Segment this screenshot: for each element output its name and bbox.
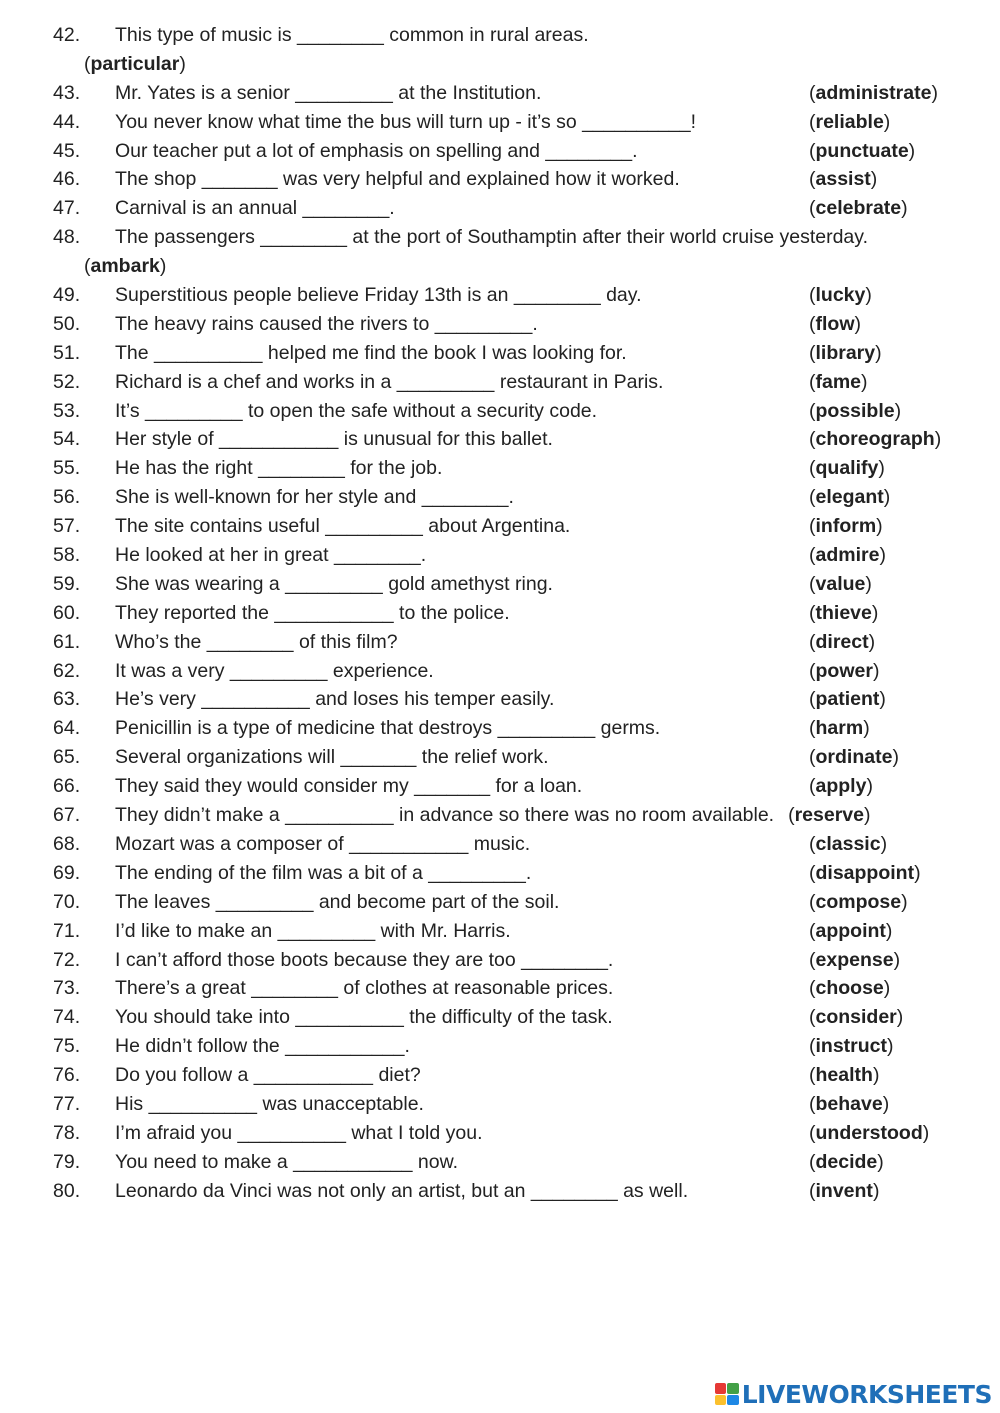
item-sentence — [115, 165, 680, 194]
item-number: 53. — [53, 399, 81, 422]
root-word: (harm) — [809, 717, 870, 740]
exercise-item — [0, 1177, 1000, 1206]
item-sentence — [115, 541, 426, 570]
item-number: 69. — [53, 861, 81, 884]
item-number: 48. — [53, 226, 81, 249]
exercise-item — [0, 281, 1000, 310]
item-sentence — [115, 685, 554, 714]
exercise-item — [0, 397, 1000, 426]
item-sentence — [115, 917, 511, 946]
item-sentence — [115, 397, 597, 426]
sentence-text: She was wearing a _________ gold amethyst ring. — [115, 572, 553, 595]
sentence-text: Superstitious people believe Friday 13th is an ________ day. — [115, 284, 642, 307]
sentence-text: It’s _________ to open the safe without a security code. — [115, 399, 598, 422]
item-number: 73. — [53, 977, 81, 1000]
sentence-text: Penicillin is a type of medicine that destroys _________ germs. — [115, 717, 661, 740]
root-word-text: ambark — [90, 255, 160, 278]
exercise-item — [0, 685, 1000, 714]
item-number: 44. — [53, 110, 81, 133]
exercise-item — [0, 108, 1000, 137]
item-sentence — [115, 223, 868, 252]
root-word-text: reserve — [794, 804, 864, 827]
item-number: 54. — [53, 428, 81, 451]
sentence-text: Her style of ___________ is unusual for this ballet. — [115, 428, 553, 451]
sentence-text: Mozart was a composer of ___________ music. — [115, 832, 531, 855]
root-word: (qualify) — [809, 457, 885, 480]
item-sentence — [115, 512, 570, 541]
root-word: (possible) — [809, 399, 902, 422]
root-word-text: patient — [815, 688, 880, 711]
root-word-text: fame — [815, 370, 862, 393]
root-word: (celebrate) — [809, 197, 908, 220]
item-number: 58. — [53, 544, 81, 567]
sentence-text: The __________ helped me find the book I was looking for. — [115, 341, 627, 364]
item-number: 76. — [53, 1064, 81, 1087]
root-word: (choreograph) — [809, 428, 942, 451]
root-word: (administrate) — [809, 81, 938, 104]
item-sentence — [115, 714, 660, 743]
item-sentence — [115, 830, 530, 859]
item-number: 74. — [53, 1006, 81, 1029]
exercise-item — [0, 194, 1000, 223]
exercise-item — [0, 483, 1000, 512]
exercise-item — [0, 888, 1000, 917]
root-word-text: qualify — [815, 457, 879, 480]
exercise-item — [0, 917, 1000, 946]
item-sentence — [115, 772, 582, 801]
item-sentence — [115, 743, 549, 772]
sentence-text: The ending of the film was a bit of a _________. — [115, 861, 532, 884]
root-word-line — [0, 252, 1000, 281]
root-word-text: administrate — [815, 81, 932, 104]
root-word: (library) — [809, 341, 882, 364]
item-number: 62. — [53, 659, 81, 682]
root-word-text: decide — [815, 1150, 878, 1173]
sentence-text: This type of music is ________ common in rural areas. — [115, 24, 589, 46]
item-number: 57. — [53, 515, 81, 538]
sentence-text: The heavy rains caused the rivers to _________. — [115, 312, 538, 335]
item-number: 67. — [53, 804, 81, 827]
root-word-text: elegant — [815, 486, 884, 509]
root-word-text: disappoint — [815, 861, 915, 884]
item-number: 45. — [53, 139, 81, 162]
root-word-line — [0, 50, 1000, 79]
sentence-text: You need to make a ___________ now. — [115, 1150, 458, 1173]
item-number: 68. — [53, 832, 81, 855]
item-sentence — [115, 281, 642, 310]
exercise-item — [0, 657, 1000, 686]
root-word-text: lucky — [815, 284, 866, 307]
exercise-item — [0, 165, 1000, 194]
root-word-text: library — [815, 341, 876, 364]
root-word: (appoint) — [809, 919, 893, 942]
logo-text: LIVEWORKSHEETS — [741, 1379, 992, 1409]
item-number: 56. — [53, 486, 81, 509]
item-sentence — [115, 974, 613, 1003]
sentence-text: Mr. Yates is a senior _________ at the Institution. — [115, 81, 542, 104]
root-word: (patient) — [809, 688, 886, 711]
root-word-text: choose — [815, 977, 884, 1000]
root-word-text: consider — [815, 1006, 897, 1029]
root-word-text: particular — [90, 52, 180, 75]
item-number: 47. — [53, 197, 81, 220]
exercise-item — [0, 599, 1000, 628]
sentence-text: His __________ was unacceptable. — [115, 1092, 424, 1115]
item-number: 66. — [53, 775, 81, 798]
item-number: 75. — [53, 1035, 81, 1058]
exercise-item — [0, 974, 1000, 1003]
root-word-text: possible — [815, 399, 895, 422]
item-number: 64. — [53, 717, 81, 740]
exercise-item — [0, 541, 1000, 570]
sentence-text: I’d like to make an _________ with Mr. Harris. — [115, 919, 511, 942]
item-number: 79. — [53, 1150, 81, 1173]
item-number: 59. — [53, 572, 81, 595]
root-word: (punctuate) — [809, 139, 916, 162]
root-word-text: harm — [815, 717, 864, 740]
item-number: 55. — [53, 457, 81, 480]
exercise-item — [0, 801, 1000, 830]
root-word-text: value — [815, 572, 866, 595]
item-number: 61. — [53, 630, 81, 653]
exercise-item — [0, 1061, 1000, 1090]
item-number: 50. — [53, 312, 81, 335]
root-word-text: health — [815, 1064, 873, 1087]
item-sentence — [115, 1032, 410, 1061]
item-sentence — [115, 425, 553, 454]
root-word: (assist) — [809, 168, 878, 191]
root-word-text: classic — [815, 832, 881, 855]
item-number: 65. — [53, 746, 81, 769]
sentence-text: Carnival is an annual ________. — [115, 197, 395, 220]
sentence-text: He looked at her in great ________. — [115, 544, 427, 567]
root-word-text: direct — [815, 630, 869, 653]
exercise-item — [0, 1148, 1000, 1177]
root-word: (inform) — [809, 515, 883, 538]
exercise-item — [0, 137, 1000, 166]
sentence-text: Who’s the ________ of this film? — [115, 630, 398, 653]
exercise-item — [0, 1090, 1000, 1119]
item-sentence — [115, 628, 398, 657]
exercise-item — [0, 79, 1000, 108]
root-word: (choose) — [809, 977, 891, 1000]
root-word: (admire) — [809, 544, 886, 567]
item-sentence — [115, 801, 871, 830]
item-sentence — [115, 483, 514, 512]
item-sentence — [115, 657, 434, 686]
item-number: 70. — [53, 890, 81, 913]
item-sentence — [115, 599, 510, 628]
root-word: (expense) — [809, 948, 901, 971]
item-sentence — [115, 1119, 483, 1148]
sentence-text: You never know what time the bus will turn up - it’s so __________! — [115, 110, 697, 133]
root-word-text: expense — [815, 948, 894, 971]
root-word-text: choreograph — [815, 428, 935, 451]
sentence-text: The leaves _________ and become part of the soil. — [115, 890, 560, 913]
root-word: (behave) — [809, 1092, 890, 1115]
sentence-text: Do you follow a ___________ diet? — [115, 1064, 421, 1087]
liveworksheets-logo-icon — [715, 1383, 739, 1405]
root-word-text: inform — [815, 515, 877, 538]
item-sentence — [115, 946, 613, 975]
sentence-text: They didn’t make a __________ in advance so there was no room available. — [115, 804, 775, 827]
exercise-item — [0, 339, 1000, 368]
root-word: (classic) — [809, 832, 888, 855]
exercise-item — [0, 21, 1000, 50]
item-sentence — [115, 1061, 421, 1090]
exercise-item — [0, 1032, 1000, 1061]
root-word: (understood) — [809, 1121, 930, 1144]
exercise-item — [0, 1003, 1000, 1032]
exercise-item — [0, 310, 1000, 339]
exercise-item — [0, 223, 1000, 252]
root-word-text: admire — [815, 544, 880, 567]
root-word: (value) — [809, 572, 872, 595]
item-sentence — [115, 1177, 688, 1206]
root-word: (health) — [809, 1064, 880, 1087]
exercise-item — [0, 570, 1000, 599]
worksheet — [0, 21, 1000, 1206]
item-number: 52. — [53, 370, 81, 393]
root-word-text: punctuate — [815, 139, 909, 162]
sentence-text: Richard is a chef and works in a _________ restaurant in Paris. — [115, 370, 664, 393]
sentence-text: He’s very __________ and loses his temper easily. — [115, 688, 555, 711]
item-number: 42. — [53, 24, 81, 46]
root-word-text: flow — [815, 312, 855, 335]
sentence-text: He has the right ________ for the job. — [115, 457, 443, 480]
sentence-text: It was a very _________ experience. — [115, 659, 434, 682]
root-word: (apply) — [809, 775, 873, 798]
exercise-item — [0, 859, 1000, 888]
exercise-item — [0, 743, 1000, 772]
root-word: (thieve) — [809, 601, 879, 624]
sentence-text: I can’t afford those boots because they are too ________. — [115, 948, 614, 971]
item-number: 49. — [53, 284, 81, 307]
item-sentence — [115, 108, 696, 137]
root-word: (fame) — [809, 370, 868, 393]
root-word-text: apply — [815, 775, 867, 798]
sentence-text: He didn’t follow the ___________. — [115, 1035, 410, 1058]
root-word-text: ordinate — [815, 746, 893, 769]
sentence-text: They said they would consider my _______ for a loan. — [115, 775, 583, 798]
item-number: 80. — [53, 1179, 81, 1202]
liveworksheets-logo — [715, 1380, 992, 1408]
item-number: 60. — [53, 601, 81, 624]
exercise-item — [0, 714, 1000, 743]
sentence-text: The site contains useful _________ about Argentina. — [115, 515, 571, 538]
sentence-text: I’m afraid you __________ what I told you. — [115, 1121, 483, 1144]
root-word: (invent) — [809, 1179, 880, 1202]
root-word-text: instruct — [815, 1035, 888, 1058]
root-word-text: behave — [815, 1092, 883, 1115]
sentence-text: They reported the ___________ to the police. — [115, 601, 510, 624]
item-sentence — [115, 859, 531, 888]
item-sentence — [115, 1003, 613, 1032]
item-sentence — [115, 1148, 458, 1177]
exercise-item — [0, 1119, 1000, 1148]
root-word: (compose) — [809, 890, 908, 913]
sentence-text: The shop _______ was very helpful and explained how it worked. — [115, 168, 680, 191]
item-number: 77. — [53, 1092, 81, 1115]
sentence-text: Our teacher put a lot of emphasis on spelling and ________. — [115, 139, 638, 162]
item-number: 43. — [53, 81, 81, 104]
item-sentence — [115, 79, 541, 108]
exercise-item — [0, 454, 1000, 483]
exercise-item — [0, 512, 1000, 541]
item-sentence — [115, 194, 395, 223]
root-word-text: celebrate — [815, 197, 902, 220]
root-word: (flow) — [809, 312, 861, 335]
root-word: (ambark) — [84, 255, 167, 278]
root-word: (reserve) — [788, 804, 871, 827]
root-word: (consider) — [809, 1006, 904, 1029]
sentence-text: You should take into __________ the difficulty of the task. — [115, 1006, 613, 1029]
root-word: (reliable) — [809, 110, 891, 133]
exercise-item — [0, 628, 1000, 657]
item-number: 63. — [53, 688, 81, 711]
sentence-text: There’s a great ________ of clothes at reasonable prices. — [115, 977, 614, 1000]
root-word-text: understood — [815, 1121, 923, 1144]
item-number: 78. — [53, 1121, 81, 1144]
root-word: (ordinate) — [809, 746, 899, 769]
item-number: 72. — [53, 948, 81, 971]
exercise-item — [0, 946, 1000, 975]
item-sentence — [115, 1090, 424, 1119]
root-word-text: thieve — [815, 601, 872, 624]
item-number: 51. — [53, 341, 81, 364]
root-word-text: appoint — [815, 919, 886, 942]
root-word: (lucky) — [809, 284, 872, 307]
exercise-item — [0, 772, 1000, 801]
sentence-text: Leonardo da Vinci was not only an artist, but an ________ as well. — [115, 1179, 689, 1202]
exercise-item — [0, 830, 1000, 859]
root-word: (particular) — [84, 52, 186, 75]
item-number: 46. — [53, 168, 81, 191]
sentence-text: Several organizations will _______ the relief work. — [115, 746, 549, 769]
root-word-text: reliable — [815, 110, 884, 133]
item-sentence — [115, 137, 638, 166]
root-word: (instruct) — [809, 1035, 894, 1058]
item-sentence — [115, 310, 538, 339]
root-word: (disappoint) — [809, 861, 921, 884]
item-sentence — [115, 570, 553, 599]
root-word: (elegant) — [809, 486, 891, 509]
exercise-item — [0, 368, 1000, 397]
root-word-text: compose — [815, 890, 902, 913]
item-sentence — [115, 454, 442, 483]
root-word-text: invent — [815, 1179, 873, 1202]
sentence-text: The passengers ________ at the port of Southamptin after their world cruise yesterday. — [115, 226, 868, 249]
item-sentence — [115, 368, 663, 397]
root-word: (direct) — [809, 630, 876, 653]
item-number: 71. — [53, 919, 81, 942]
root-word-text: assist — [815, 168, 871, 191]
sentence-text: She is well-known for her style and ________. — [115, 486, 514, 509]
root-word: (power) — [809, 659, 880, 682]
item-sentence — [115, 888, 559, 917]
root-word-text: power — [815, 659, 873, 682]
exercise-item — [0, 425, 1000, 454]
root-word: (decide) — [809, 1150, 884, 1173]
item-sentence — [115, 21, 589, 50]
item-sentence — [115, 339, 627, 368]
